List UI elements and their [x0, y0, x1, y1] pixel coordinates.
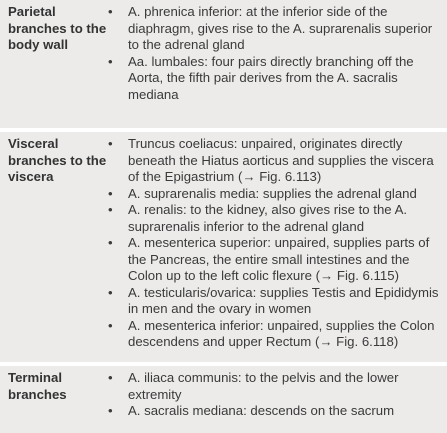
list-item	[108, 186, 445, 203]
bullet-icon: •	[108, 185, 113, 201]
branch-list	[108, 136, 445, 351]
table-row-visceral	[0, 132, 447, 362]
list-item	[108, 202, 445, 235]
list-item	[108, 318, 445, 351]
table-row-terminal	[0, 366, 447, 433]
bullet-icon: •	[108, 370, 113, 385]
bullet-icon: •	[108, 136, 113, 151]
branch-list	[108, 4, 445, 103]
list-item-text: A. phrenica inferior: at the inferior side of the diaphragm, gives rise to the A. suprarenalis superior to the adrenal gland	[128, 4, 433, 52]
list-item	[108, 54, 445, 104]
bullet-icon: •	[108, 317, 113, 333]
bullet-icon: •	[108, 403, 113, 418]
list-item	[108, 136, 445, 186]
list-item	[108, 370, 445, 403]
row-label: Terminal branches	[8, 370, 67, 402]
list-item-text: A. testicularis/ovarica: supplies Testis and Epididymis in men and the ovary in women	[128, 284, 439, 316]
list-item-text: Truncus coeliacus: unpaired, originates directly beneath the Hiatus aorticus and supplies the viscera of the Epigastrium (→ Fig. 6.113)	[128, 136, 434, 184]
list-item-text: A. mesenterica inferior: unpaired, supplies the Colon descendens and upper Rectum (→ Fig. 6.118)	[128, 317, 435, 349]
list-item	[108, 403, 445, 420]
list-item-text: A. suprarenalis media: supplies the adrenal gland	[128, 185, 417, 201]
list-item-text: Aa. lumbales: four pairs directly branching off the Aorta, the fifth pair derives from the A. sacralis mediana	[128, 53, 414, 102]
list-item-text: A. iliaca communis: to the pelvis and the lower extremity	[128, 370, 399, 402]
row-label: Visceral branches to the viscera	[8, 136, 107, 184]
branch-list	[108, 370, 445, 420]
list-item-text: A. renalis: to the kidney, also gives rise to the A. suprarenalis inferior to the adrenal gland	[128, 202, 408, 234]
list-item	[108, 285, 445, 318]
bullet-icon: •	[108, 53, 113, 69]
bullet-icon: •	[108, 284, 113, 300]
row-label: Parietal branches to the body wall	[8, 4, 107, 52]
table-row-parietal	[0, 0, 447, 128]
list-item-text: A. sacralis mediana: descends on the sacrum	[128, 403, 395, 418]
bullet-icon: •	[108, 4, 113, 19]
list-item	[108, 4, 445, 54]
bullet-icon: •	[108, 235, 113, 250]
bullet-icon: •	[108, 202, 113, 217]
list-item	[108, 235, 445, 285]
list-item-text: A. mesenterica superior: unpaired, supplies parts of the Pancreas, the entire small intestines and the Colon up to the left colic flexure (→ Fig. 6.115)	[128, 235, 430, 283]
